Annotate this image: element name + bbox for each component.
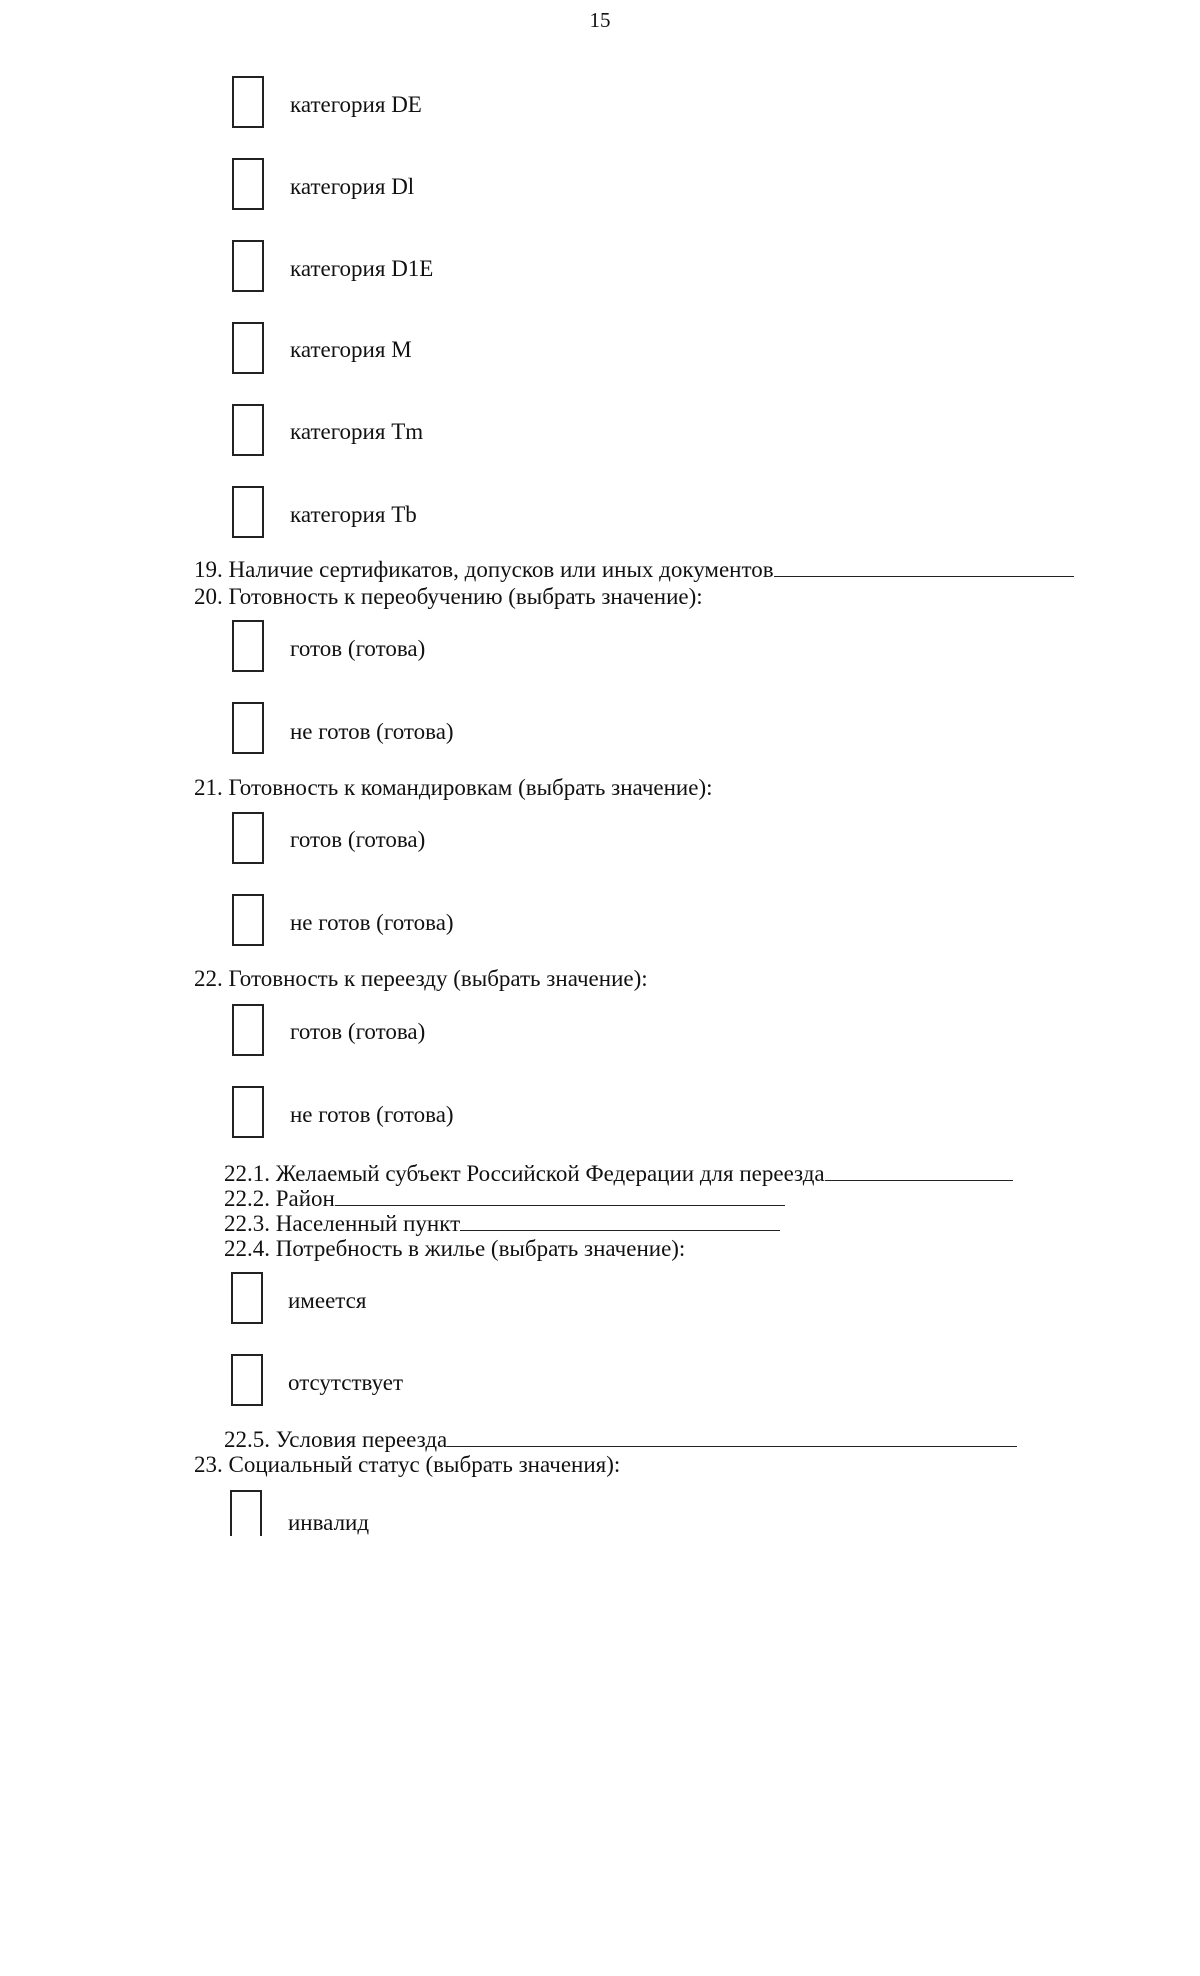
question-23 [194,1452,620,1478]
question-22-3 [224,1210,780,1237]
question-20-text: Готовность к переобучению (выбрать значение): [228,584,703,609]
retraining-ready-label: готов (готова) [290,636,426,661]
category-m-checkbox[interactable] [232,322,264,374]
disabled-status-checkbox[interactable] [230,1490,262,1536]
question-22-4-text: Потребность в жилье (выбрать значение): [275,1236,686,1261]
relocation-not-ready-checkbox[interactable] [232,1086,264,1138]
relocation-not-ready-label: не готов (готова) [290,1102,454,1127]
housing-exists-checkbox[interactable] [231,1272,263,1324]
question-21-number: 21. [194,775,223,800]
question-21-text: Готовность к командировкам (выбрать значение): [228,775,713,800]
question-22-4 [224,1236,685,1262]
question-19-input-line[interactable] [774,556,1074,577]
category-tb-label: категория Tb [290,502,417,527]
housing-exists-label: имеется [288,1288,367,1313]
question-22-5 [224,1426,1017,1453]
retraining-ready-checkbox[interactable] [232,620,264,672]
question-22-3-input-line[interactable] [460,1210,780,1231]
question-22-2 [224,1185,785,1212]
category-de-label: категория DE [290,92,422,117]
question-22-2-text: Район [275,1186,335,1211]
question-22-number: 22. [194,966,223,991]
question-23-text: Социальный статус (выбрать значения): [228,1452,621,1477]
category-tb-checkbox[interactable] [232,486,264,538]
business-trip-ready-label: готов (готова) [290,827,426,852]
category-d1e-checkbox[interactable] [232,240,264,292]
question-22-1-number: 22.1. [224,1161,270,1186]
question-22-text: Готовность к переезду (выбрать значение): [228,966,648,991]
question-21 [194,775,713,801]
question-22-1-input-line[interactable] [825,1160,1013,1181]
question-19-text: Наличие сертификатов, допусков или иных документов [228,557,774,582]
question-22-1 [224,1160,1013,1187]
question-19 [194,556,1074,583]
housing-absent-checkbox[interactable] [231,1354,263,1406]
question-20-number: 20. [194,584,223,609]
category-tm-checkbox[interactable] [232,404,264,456]
relocation-ready-label: готов (готова) [290,1019,426,1044]
category-d1e-label: категория D1E [290,256,434,281]
question-22-4-number: 22.4. [224,1236,270,1261]
disabled-status-label: инвалид [288,1510,370,1535]
question-22-5-text: Условия переезда [275,1427,448,1452]
question-22-5-number: 22.5. [224,1427,270,1452]
category-dl-checkbox[interactable] [232,158,264,210]
question-23-number: 23. [194,1452,223,1477]
question-22-3-number: 22.3. [224,1211,270,1236]
question-22 [194,966,648,992]
category-m-label: категория M [290,337,412,362]
category-dl-label: категория Dl [290,174,415,199]
question-22-2-input-line[interactable] [335,1185,785,1206]
question-22-5-input-line[interactable] [447,1426,1017,1447]
housing-absent-label: отсутствует [288,1370,404,1395]
business-trip-ready-checkbox[interactable] [232,812,264,864]
retraining-not-ready-checkbox[interactable] [232,702,264,754]
category-de-checkbox[interactable] [232,76,264,128]
business-trip-not-ready-checkbox[interactable] [232,894,264,946]
retraining-not-ready-label: не готов (готова) [290,719,454,744]
question-22-3-text: Населенный пункт [275,1211,461,1236]
question-20 [194,584,703,610]
category-tm-label: категория Tm [290,419,424,444]
business-trip-not-ready-label: не готов (готова) [290,910,454,935]
question-19-number: 19. [194,557,223,582]
question-22-1-text: Желаемый субъект Российской Федерации для переезда [275,1161,825,1186]
relocation-ready-checkbox[interactable] [232,1004,264,1056]
page-number: 15 [589,8,611,32]
question-22-2-number: 22.2. [224,1186,270,1211]
